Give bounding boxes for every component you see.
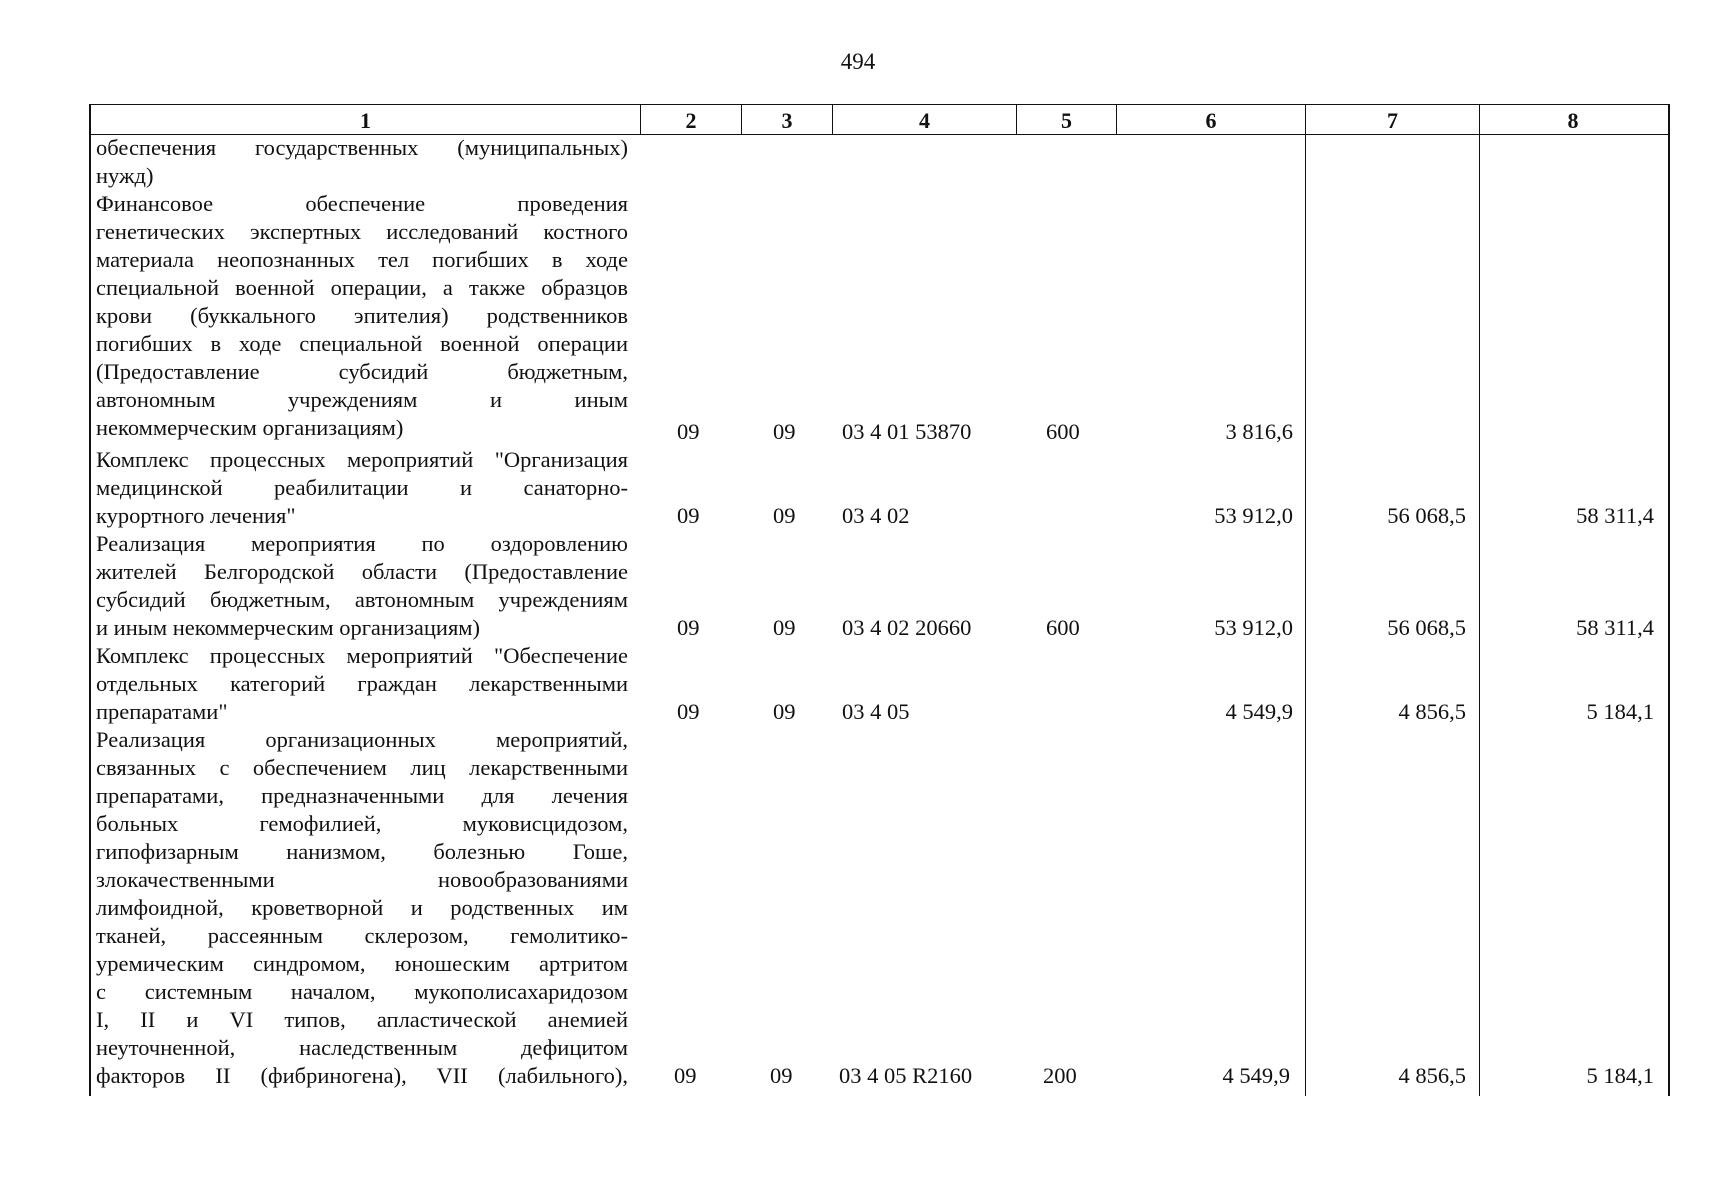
description-line: генетических экспертных исследований костного [96,219,628,244]
description-line: курортного лечения" [96,503,296,528]
table-row-description [96,530,628,642]
cell-amount-col8: 5 184,1 [1586,699,1654,724]
description-line: неуточненной, наследственным дефицитом [96,1035,628,1060]
table-row-description [96,726,628,1090]
cell-expense-type: 200 [1043,1063,1077,1088]
cell-amount-col7: 56 068,5 [1387,615,1466,640]
description-line: лимфоидной, кроветворной и родственных им [96,895,628,920]
description-line: обеспечения государственных (муниципальных) [96,135,628,160]
description-line: медицинской реабилитации и санаторно- [96,475,628,500]
description-line: препаратами, предназначенными для лечения [96,783,628,808]
description-line: I, II и VI типов, апластической анемией [96,1007,628,1032]
description-line: гипофизарным нанизмом, болезнью Гоше, [96,839,628,864]
table-row-description [96,642,628,726]
description-line: автономным учреждениям и иным [96,387,628,412]
cell-amount-col6: 53 912,0 [1214,615,1293,640]
header-col-7: 7 [1387,108,1398,133]
cell-amount-col7: 4 856,5 [1398,699,1466,724]
description-line: связанных с обеспечением лиц лекарственными [96,755,628,780]
cell-expense-type: 600 [1046,419,1080,444]
cell-amount-col6: 4 549,9 [1222,1063,1290,1088]
col-divider-6-7 [1305,104,1306,1096]
header-col-8: 8 [1567,108,1579,133]
cell-amount-col6: 4 549,9 [1225,699,1293,724]
cell-amount-col7: 56 068,5 [1387,503,1466,528]
description-line: Комплекс процессных мероприятий "Организация [96,447,628,472]
cell-section: 09 [677,419,700,444]
cell-amount-col6: 3 816,6 [1225,419,1293,444]
cell-amount-col6: 53 912,0 [1214,503,1293,528]
description-line: препаратами" [96,699,228,724]
cell-section: 09 [677,503,700,528]
description-line: субсидий бюджетным, автономным учреждениям [96,587,628,612]
description-line: крови (буккального эпителия) родственников [96,303,628,328]
description-line: факторов II (фибриногена), VII (лабильного), [96,1063,628,1088]
cell-target-article: 03 4 02 20660 [842,615,972,640]
col-divider-7-8 [1479,104,1480,1096]
cell-subsection: 09 [770,1063,793,1088]
description-line: Реализация мероприятия по оздоровлению [96,531,628,556]
table-row-description [96,134,628,190]
cell-target-article: 03 4 01 53870 [842,419,972,444]
cell-target-article: 03 4 05 [842,699,910,724]
description-line: и иным некоммерческим организациям) [96,615,481,640]
description-line: (Предоставление субсидий бюджетным, [96,359,628,384]
cell-section: 09 [677,699,700,724]
cell-amount-col7: 4 856,5 [1398,1063,1466,1088]
page-number: 494 [840,49,876,74]
description-line: специальной военной операции, а также образцов [96,275,628,300]
description-line: жителей Белгородской области (Предоставление [96,559,628,584]
description-line: тканей, рассеянным склерозом, гемолитико- [96,923,628,948]
header-col-1: 1 [360,108,371,133]
description-line: злокачественными новообразованиями [96,867,628,892]
cell-section: 09 [674,1063,697,1088]
cell-target-article: 03 4 02 [842,503,910,528]
table-row-description [96,446,628,530]
cell-section: 09 [677,615,700,640]
cell-subsection: 09 [773,503,796,528]
description-line: материала неопознанных тел погибших в ходе [96,247,628,272]
cell-target-article: 03 4 05 R2160 [839,1063,973,1088]
cell-subsection: 09 [773,615,796,640]
description-line: Комплекс процессных мероприятий "Обеспечение [96,643,628,668]
cell-subsection: 09 [773,419,796,444]
cell-expense-type: 600 [1046,615,1080,640]
description-line: некоммерческим организациям) [96,415,404,440]
table-row-description [96,190,628,442]
description-line: отдельных категорий граждан лекарственными [96,671,628,696]
cell-subsection: 09 [773,699,796,724]
description-line: Реализация организационных мероприятий, [96,727,628,752]
description-line: уремическим синдромом, юношеским артритом [96,951,628,976]
header-col-3: 3 [781,108,793,133]
header-col-5: 5 [1061,108,1072,133]
description-line: Финансовое обеспечение проведения [96,191,628,216]
description-line: погибших в ходе специальной военной операции [96,331,628,356]
header-col-4: 4 [919,108,930,133]
header-col-2: 2 [685,108,697,133]
header-col-6: 6 [1205,108,1217,133]
cell-amount-col8: 5 184,1 [1586,1063,1654,1088]
cell-amount-col8: 58 311,4 [1576,615,1654,640]
description-line: нужд) [96,163,154,188]
cell-amount-col8: 58 311,4 [1576,503,1654,528]
description-line: с системным началом, мукополисахаридозом [96,979,628,1004]
description-line: больных гемофилией, муковисцидозом, [96,811,628,836]
